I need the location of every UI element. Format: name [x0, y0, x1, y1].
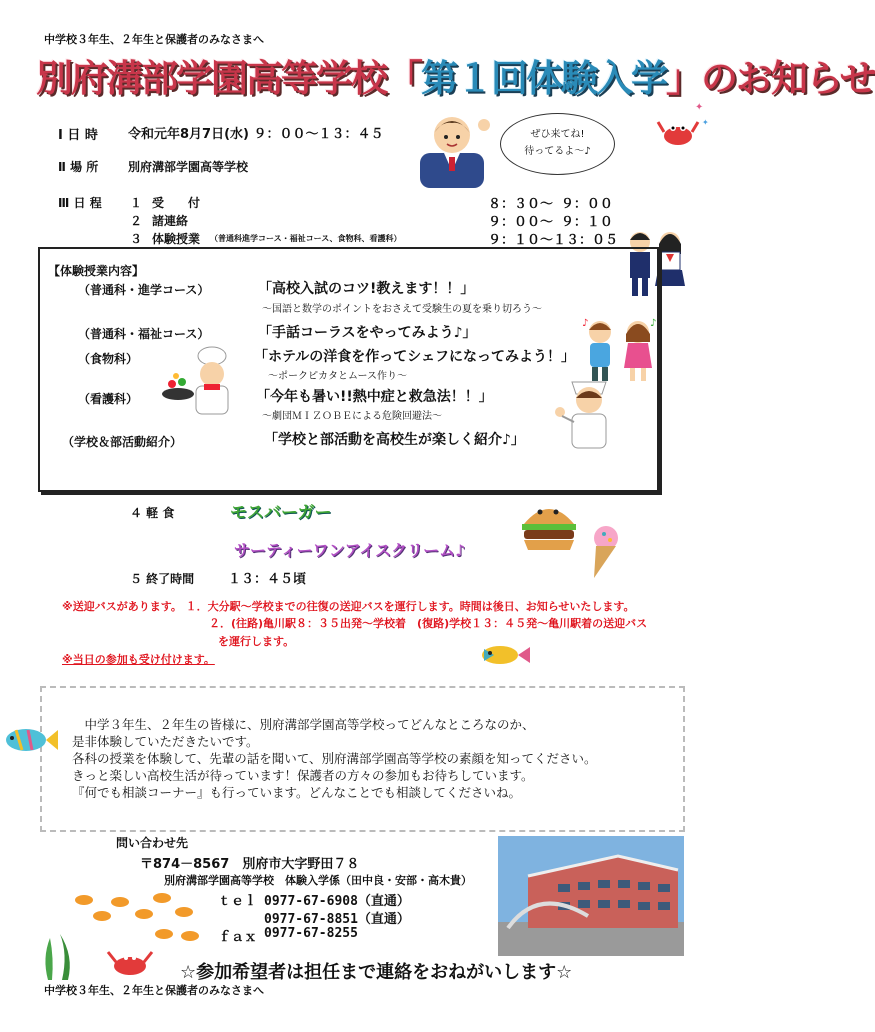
bubble-line-2: 待ってるよ～♪: [524, 146, 591, 157]
bus-note-detail-2: を運行します。: [218, 635, 295, 648]
lesson-sub: ～国語と数学のポイントをおさえて受験生の夏を乗り切ろう～: [262, 304, 542, 315]
school-building-photo: [498, 836, 684, 956]
ice-cream-icon: [578, 524, 624, 580]
title-part-1: 別府溝部学園高等学校「: [36, 57, 421, 100]
message-line: 各科の授業を体験して、先輩の話を聞いて、別府溝部学園高等学校の素顔を知ってください。: [72, 751, 597, 766]
page-title: [36, 48, 875, 102]
bubble-line-1: ぜひ来てね!: [530, 129, 585, 140]
bus-note: ※送迎バスがあります。 １．大分駅～学校までの往復の送迎バスを運行します。時間は後日、お知らせいたします。: [62, 600, 635, 613]
end-time-label: ５ 終了時間: [130, 572, 195, 586]
lesson-course: （学校＆部活動紹介）: [62, 435, 183, 449]
speech-bubble: [500, 113, 615, 175]
meal-item-icecream: サーティーワンアイスクリーム♪: [234, 541, 466, 560]
schedule-item: 受 付: [152, 196, 201, 210]
meal-label: ４ 軽 食: [130, 506, 175, 520]
schedule-time: ９：１０～１３：０５: [488, 233, 619, 248]
sparkle-icon: ✦: [702, 118, 709, 127]
fish-icon: [2, 724, 58, 758]
message-line: 『何でも相談コーナー』も行っています。どんなことでも相談してくださいね。: [72, 785, 522, 800]
title-highlight: 第１回体験入学: [421, 57, 666, 100]
place-label: Ⅱ 場 所: [58, 160, 99, 174]
date-value: 令和元年8月7日(水) ９：００～１３：４５: [128, 127, 384, 142]
nurse-illustration: [554, 372, 624, 448]
meal-item-burger: モスバーガー: [230, 503, 332, 523]
lesson-title: 「ホテルの洋食を作ってシェフになってみよう！」: [254, 349, 576, 365]
schedule-item: 体験授業: [152, 232, 201, 246]
svg-text:♪: ♪: [650, 318, 657, 329]
lesson-sub: ～ポークピカタとムース作り～: [268, 371, 407, 382]
same-day-note: ※当日の参加も受け付けます。: [62, 653, 215, 666]
lesson-sub: ～劇団ＭＩＺＯＢＥによる危険回避法～: [262, 411, 442, 422]
sparkle-icon: ✦: [695, 102, 704, 113]
seaweed-crab-icon: [38, 928, 158, 980]
title-part-2: 」のお知らせ: [666, 57, 875, 100]
schedule-no: １: [130, 196, 143, 210]
tel-number: 0977-67-6908（直通）: [264, 894, 410, 909]
svg-text:♪: ♪: [582, 318, 589, 329]
lesson-heading: 【体験授業内容】: [48, 264, 145, 278]
crab-icon: [656, 112, 701, 150]
lesson-course: （看護科）: [78, 392, 139, 406]
student-illustration: [412, 113, 492, 188]
lesson-course: （普通科・進学コース）: [78, 283, 210, 297]
contact-appeal: ☆参加希望者は担任まで連絡をおねがいします☆: [180, 962, 573, 983]
message-line: 是非体験していただきたいです。: [72, 734, 259, 749]
lesson-course: （普通科・福祉コース）: [78, 327, 210, 341]
footer-audience: 中学校３年生、２年生と保護者のみなさまへ: [44, 984, 264, 997]
hamburger-icon: [520, 498, 578, 553]
end-time-value: １３：４５頃: [228, 572, 307, 587]
chef-illustration: [160, 346, 242, 416]
lesson-title: 「手話コーラスをやってみよう♪」: [258, 325, 477, 341]
schedule-label: Ⅲ 日 程: [58, 196, 102, 210]
schedule-time: ９：００～ ９：１０: [488, 215, 613, 230]
tel-label: ｔｅｌ: [218, 894, 258, 909]
contact-heading: 問い合わせ先: [116, 836, 189, 850]
lesson-title: 「高校入試のコツ!教えます！！」: [258, 281, 475, 297]
contact-organization: 別府溝部学園高等学校 体験入学係（田中良・安部・高木貴）: [164, 874, 472, 887]
schedule-note: （普通科進学コース・福祉コース、食物科、看護科）: [210, 234, 402, 243]
fax-number: 0977-67-8255: [264, 926, 358, 941]
message-line: 中学３年生、２年生の皆様に、別府溝部学園高等学校ってどんなところなのか、: [72, 717, 535, 732]
date-label: Ⅰ 日 時: [58, 128, 98, 143]
fax-label: ｆａｘ: [218, 930, 258, 945]
schedule-no: ２: [130, 214, 143, 228]
place-value: 別府溝部学園高等学校: [128, 160, 249, 174]
lesson-title: 「学校と部活動を高校生が楽しく紹介♪」: [264, 432, 525, 448]
lesson-title: 「今年も暑い!!熱中症と救急法！！」: [256, 389, 493, 405]
schedule-item: 諸連絡: [152, 214, 189, 228]
audience-line: 中学校３年生、２年生と保護者のみなさまへ: [44, 33, 264, 46]
tel-number-2: 0977-67-8851（直通）: [264, 912, 410, 927]
contact-address: 〒874－8567 別府市大字野田７８: [140, 857, 360, 872]
fish-icon: [478, 641, 530, 669]
lesson-course: （食物科）: [78, 352, 139, 366]
bus-note-detail: ２．(往路)亀川駅８：３５出発～学校着 (復路)学校１３：４５発～亀川駅着の送迎バス: [209, 617, 648, 630]
schedule-time: ８：３０～ ９：００: [488, 197, 613, 212]
schedule-no: ３: [130, 232, 143, 246]
message-line: きっと楽しい高校生活が待っています！保護者の方々の参加もお待ちしています。: [72, 768, 534, 783]
